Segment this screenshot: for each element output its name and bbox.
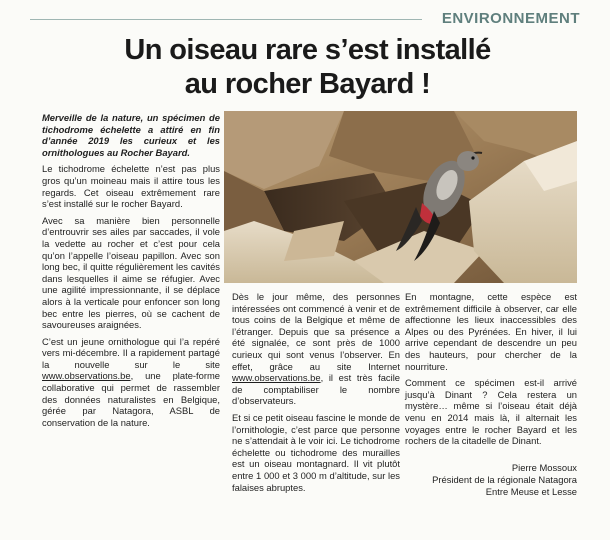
author-name: Pierre Mossoux <box>511 462 577 473</box>
author-signature <box>405 462 577 498</box>
article-lead: Merveille de la nature, un spécimen de tichodrome échelette a attiré en fin d’année 2019 les curieux et les ornithologues au Rocher Bayard. <box>42 112 220 158</box>
section-rule <box>30 19 422 20</box>
column1-paragraph-3-text-b: , une plate-forme collaborative qui permet de rassembler des données naturalistes en Belgique, gérée par Natagora, ASBL de conservation de la nature. <box>42 370 220 428</box>
headline-line-1: Un oiseau rare s’est installé <box>124 34 491 66</box>
section-label: ENVIRONNEMENT <box>441 10 580 27</box>
author-region: Entre Meuse et Lesse <box>485 486 577 497</box>
column2-paragraph-1-text-a: Dès le jour même, des personnes intéressées ont commencé à venir et de tous coins de la Belgique et même de l’étranger. Depuis que sa présence a été signalée, ce sont près de 1000 curieux qui sont venus l’observer. En effet, grâce au site Internet <box>232 291 400 372</box>
column3-paragraph-1: En montagne, cette espèce est extrêmement difficile à observer, car elle affectionne les lieux inaccessibles des Alpes ou des Pyrénées. En hiver, il lui arrive cependant de descendre un peu des hauteurs, pour chercher de la nourriture. <box>405 291 577 372</box>
headline-line-2: au rocher Bayard ! <box>184 68 431 100</box>
article-column-1 <box>42 112 220 433</box>
column3-paragraph-2: Comment ce spécimen est-il arrivé jusqu’à Dinant ? Cela restera un mystère… même si l’oiseau était déjà venu en 2014 mais là, il alternait les voyages entre le rocher Bayard et les rochers de la citadelle de Dinant. <box>405 377 577 447</box>
article-column-3 <box>405 291 577 452</box>
wallcreeper-photo <box>224 111 577 283</box>
column1-paragraph-1: Le tichodrome échelette n’est pas plus gros qu’un moineau mais il attire tous les regards. Cet oiseau extrêmement rare s’est installé sur le rocher Bayard. <box>42 163 220 210</box>
author-role: Président de la régionale Natagora <box>432 474 577 485</box>
column2-paragraph-1-text-b: , il est très facile de comptabiliser le nombre d’observateurs. <box>232 372 400 407</box>
column2-paragraph-2: Et si ce petit oiseau fascine le monde de l’ornithologie, c’est parce que personne ne s’attendait à le voir ici. Le tichodrome échelette ou tichodrome des murailles est un oiseau montagnard. Il vit plutôt entre 1 000 et 3 000 m d’altitude, sur les falaises abruptes. <box>232 411 400 493</box>
observations-link[interactable]: www.observations.be <box>42 370 131 382</box>
column2-paragraph-1 <box>232 291 400 407</box>
column1-paragraph-2: Avec sa manière bien personnelle d’entrouvrir ses ailes par saccades, il vole la vedette au rocher et c’est pour cela qu’on l’appelle l’oiseau papillon. Avec son long bec, il quitte régulièrement les cavités dans lesquelles il aime se réfugier. Avec une agilité impressionnante, il se déplace alors à la verticale pour enfoncer son long bec entre les pierres, où se cachent de savoureuses araignées. <box>42 214 220 331</box>
article-photo <box>224 111 577 283</box>
column1-paragraph-3 <box>42 336 220 429</box>
article-headline <box>40 33 575 101</box>
observations-link-2[interactable]: www.observations.be <box>232 372 321 384</box>
article-column-2 <box>232 291 400 498</box>
column1-paragraph-3-text-a: C’est un jeune ornithologue qui l’a repéré vers mi-décembre. Il a rapidement partagé la nouvelle sur le site <box>42 335 220 370</box>
